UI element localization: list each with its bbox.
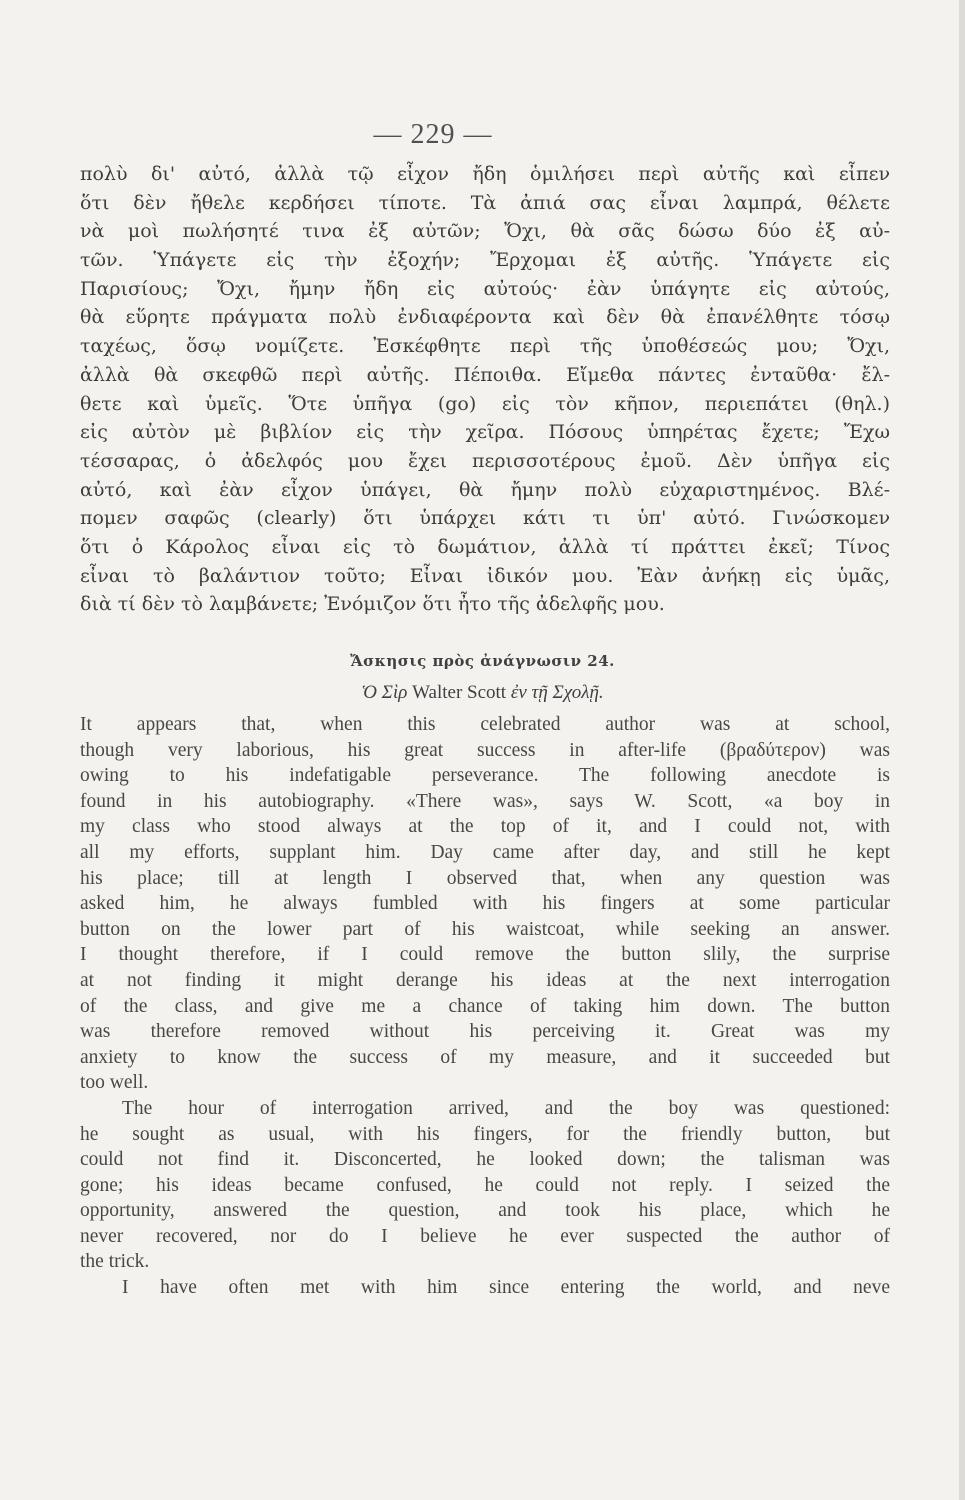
exercise-title: [0, 682, 965, 704]
text-line: ταχέως, ὅσῳ νομίζετε. Ἐσκέφθητε περὶ τῆς ὑποθέσεώς μου; Ὄχι,: [80, 335, 890, 358]
text-line: πολὺ δι' αὐτό, ἀλλὰ τῷ εἶχον ἤδη ὁμιλήσει περὶ αὐτῆς καὶ εἶπεν: [80, 163, 890, 185]
text-line: asked him, he always fumbled with his fingers at some particular: [80, 893, 890, 915]
text-line: τέσσαρας, ὁ ἀδελφός μου ἔχει περισσοτέρους ἐμοῦ. Δὲν ὑπῆγα εἰς: [80, 449, 890, 472]
greek-exercise-text: [80, 160, 890, 619]
text-line: was therefore removed without his perceiving it. Great was my: [80, 1021, 890, 1043]
text-line: Παρισίους; Ὄχι, ἤμην ἤδη εἰς αὐτούς· ἐὰν ὑπάγητε εἰς αὐτούς,: [80, 277, 890, 300]
exercise-title-suffix: ἐν τῇ Σχολῇ.: [510, 682, 604, 703]
text-line: νὰ μοὶ πωλήσητέ τινα ἐξ αὐτῶν; Ὄχι, θὰ σᾶς δώσω δύο ἐξ αὐ-: [80, 220, 890, 243]
exercise-heading: Ἄσκησις πρὸς ἀνάγνωσιν 24.: [350, 652, 615, 670]
text-line: θὰ εὕρητε πράγματα πολὺ ἐνδιαφέροντα καὶ δὲν θὰ ἐπανέλθητε τόσῳ: [80, 306, 890, 329]
text-line: all my efforts, supplant him. Day came after day, and still he kept: [80, 841, 890, 863]
text-line: my class who stood always at the top of it, and I could not, with: [80, 816, 890, 838]
text-line: owing to his indefatigable perseverance. The following anecdote is: [80, 765, 890, 787]
exercise-title-prefix: Ὁ Σὶρ: [361, 682, 408, 703]
text-line: ὅτι ὁ Κάρολος εἶναι εἰς τὸ δωμάτιον, ἀλλὰ τί πράττει ἐκεῖ; Τίνος: [80, 535, 890, 558]
text-line: opportunity, answered the question, and took his place, which he: [80, 1200, 890, 1222]
text-line: too well.: [80, 1072, 149, 1094]
text-line: could not find it. Disconcerted, he looked down; the talisman was: [80, 1149, 890, 1171]
text-line: never recovered, nor do I believe he ever suspected the author of: [80, 1225, 890, 1247]
text-line: of the class, and give me a chance of taking him down. The button: [80, 995, 890, 1017]
page-number: — 229 —: [373, 119, 493, 150]
english-reading-text: [80, 712, 890, 1301]
text-line: at not finding it might derange his ideas at the next interrogation: [80, 969, 890, 991]
text-line: τῶν. Ὑπάγετε εἰς τὴν ἐξοχήν; Ἔρχομαι ἐξ αὐτῆς. Ὑπάγετε εἰς: [80, 249, 890, 272]
text-line: gone; his ideas became confused, he could not reply. I seized the: [80, 1174, 890, 1196]
text-line: εἶναι τὸ βαλάντιον τοῦτο; Εἶναι ἰδικόν μου. Ἐὰν ἀνήκῃ εἰς ὑμᾶς,: [80, 564, 890, 587]
text-line: ὅτι δὲν ἤθελε κερδήσει τίποτε. Τὰ ἀπιά σας εἶναι λαμπρά, θέλετε: [80, 191, 890, 214]
text-line: the trick.: [80, 1251, 150, 1273]
text-line: button on the lower part of his waistcoat, while seeking an answer.: [80, 918, 890, 940]
text-line: It appears that, when this celebrated author was at school,: [80, 714, 890, 735]
text-line: he sought as usual, with his fingers, for the friendly button, but: [80, 1123, 890, 1145]
text-line: πομεν σαφῶς (clearly) ὅτι ὑπάρχει κάτι τι ὑπ' αὐτό. Γινώσκομεν: [80, 507, 890, 530]
text-line: though very laborious, his great success in after-life (βραδύτερον) was: [80, 739, 890, 761]
text-line: The hour of interrogation arrived, and the boy was questioned:: [122, 1097, 890, 1119]
text-line: I thought therefore, if I could remove the button slily, the surprise: [80, 944, 890, 966]
text-line: διὰ τί δὲν τὸ λαμβάνετε; Ἐνόμιζον ὅτι ἦτο τῆς ἀδελφῆς μου.: [80, 593, 665, 616]
text-line: θετε καὶ ὑμεῖς. Ὅτε ὑπῆγα (go) εἰς τὸν κῆπον, περιεπάτει (θηλ.): [80, 392, 890, 415]
scan-edge-shadow: [959, 0, 965, 1500]
text-line: his place; till at length I observed that, when any question was: [80, 867, 890, 889]
text-line: found in his autobiography. «There was», says W. Scott, «a boy in: [80, 790, 890, 812]
text-line: αὐτό, καὶ ἐὰν εἶχον ὑπάγει, θὰ ἤμην πολὺ εὐχαριστημένος. Βλέ-: [80, 478, 890, 501]
text-line: ἀλλὰ θὰ σκεφθῶ περὶ αὐτῆς. Πέποιθα. Εἴμεθα πάντες ἐνταῦθα· ἔλ-: [80, 363, 890, 386]
text-line: I have often met with him since entering the world, and neve: [122, 1277, 890, 1299]
text-line: εἰς αὐτὸν μὲ βιβλίον εἰς τὴν χεῖρα. Πόσους ὑπηρέτας ἔχετε; Ἔχω: [80, 421, 890, 444]
text-line: anxiety to know the success of my measure, and it succeeded but: [80, 1046, 890, 1068]
exercise-title-name: Walter Scott: [412, 682, 507, 703]
